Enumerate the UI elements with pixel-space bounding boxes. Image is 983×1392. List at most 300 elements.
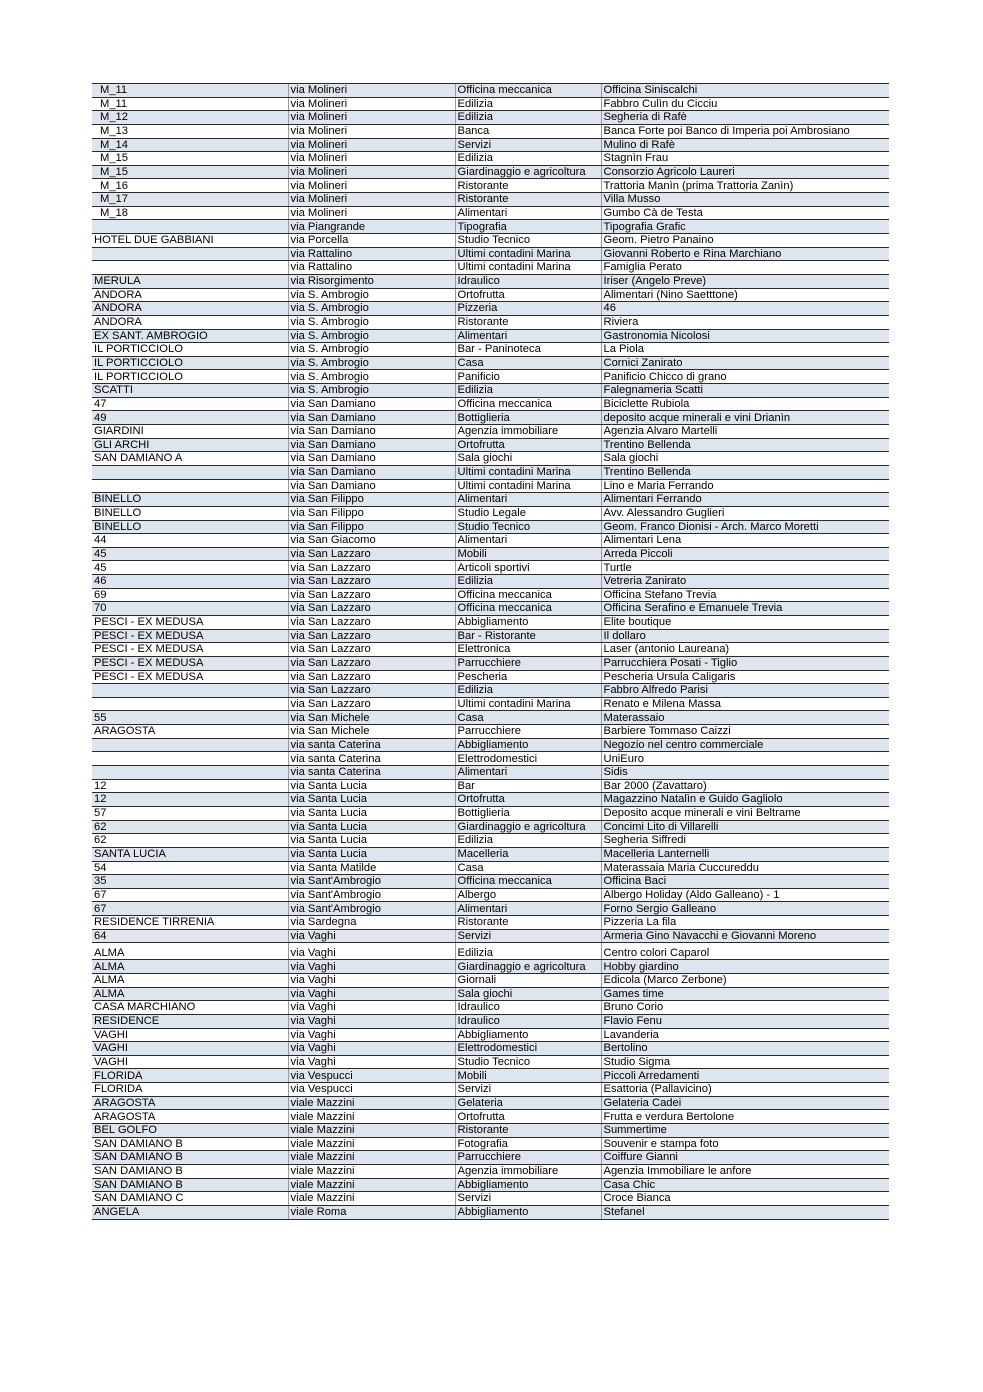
business-name-cell: Stagnìn Frau <box>601 152 889 166</box>
category-cell: Ultimi contadini Marina <box>455 261 601 275</box>
building-cell: 35 <box>92 875 288 889</box>
business-name-cell: Gastronomia Nicolosi <box>601 329 889 343</box>
street-cell: via San Lazzaro <box>288 629 455 643</box>
business-name-cell: Deposito acque minerali e vini Beltrame <box>601 806 889 820</box>
business-name-cell: Cornici Zanirato <box>601 356 889 370</box>
building-cell: CASA MARCHIANO <box>92 1001 288 1015</box>
building-cell: ALMA <box>92 987 288 1001</box>
street-cell: via Vaghi <box>288 987 455 1001</box>
table-row <box>92 506 889 520</box>
building-cell: M_15 <box>92 152 288 166</box>
street-cell: via San Lazzaro <box>288 561 455 575</box>
street-cell: via Vaghi <box>288 943 455 960</box>
street-cell: via San Lazzaro <box>288 643 455 657</box>
building-cell: RESIDENCE <box>92 1014 288 1028</box>
street-cell: via San Lazzaro <box>288 670 455 684</box>
business-name-cell: Bruno Corio <box>601 1001 889 1015</box>
building-cell: 67 <box>92 888 288 902</box>
table-row <box>92 1137 889 1151</box>
building-cell <box>92 752 288 766</box>
table-row <box>92 670 889 684</box>
business-name-cell: Armeria Gino Navacchi e Giovanni Moreno <box>601 929 889 943</box>
business-name-cell: Mulino di Rafè <box>601 138 889 152</box>
category-cell: Ultimi contadini Marina <box>455 479 601 493</box>
building-cell: BEL GOLFO <box>92 1124 288 1138</box>
building-cell: M_11 <box>92 97 288 111</box>
category-cell: Ultimi contadini Marina <box>455 465 601 479</box>
building-cell: BINELLO <box>92 506 288 520</box>
building-cell: 47 <box>92 397 288 411</box>
business-name-cell: Vetreria Zanirato <box>601 575 889 589</box>
business-name-cell: Fabbro Alfredo Parisi <box>601 684 889 698</box>
category-cell: Edilizia <box>455 97 601 111</box>
table-row <box>92 356 889 370</box>
category-cell: Sala giochi <box>455 987 601 1001</box>
table-row <box>92 987 889 1001</box>
table-row <box>92 493 889 507</box>
business-name-cell: Riviera <box>601 315 889 329</box>
building-cell: 12 <box>92 779 288 793</box>
table-row <box>92 234 889 248</box>
street-cell: via S. Ambrogio <box>288 384 455 398</box>
business-name-cell: Avv. Alessandro Guglieri <box>601 506 889 520</box>
table-row <box>92 479 889 493</box>
category-cell: Servizi <box>455 1083 601 1097</box>
category-cell: Alimentari <box>455 493 601 507</box>
business-name-cell: Forno Sergio Galleano <box>601 902 889 916</box>
street-cell: via San Lazzaro <box>288 697 455 711</box>
building-cell: M_18 <box>92 206 288 220</box>
building-cell <box>92 261 288 275</box>
business-name-cell: Lino e Maria Ferrando <box>601 479 889 493</box>
street-cell: via S. Ambrogio <box>288 343 455 357</box>
business-name-cell: Gumbo Cà de Testa <box>601 206 889 220</box>
table-row <box>92 220 889 234</box>
table-row <box>92 974 889 988</box>
street-cell: viale Mazzini <box>288 1124 455 1138</box>
table-row <box>92 274 889 288</box>
table-row <box>92 302 889 316</box>
category-cell: Elettrodomestici <box>455 752 601 766</box>
business-name-cell: Officina Siniscalchi <box>601 84 889 98</box>
street-cell: via santa Caterina <box>288 738 455 752</box>
street-cell: via Vaghi <box>288 974 455 988</box>
business-name-cell: Alimentari (Nino Saetttone) <box>601 288 889 302</box>
table-row <box>92 1083 889 1097</box>
table-row <box>92 902 889 916</box>
category-cell: Bar - Paninoteca <box>455 343 601 357</box>
business-directory-table <box>92 83 889 1220</box>
street-cell: viale Mazzini <box>288 1178 455 1192</box>
building-cell: 67 <box>92 902 288 916</box>
table-row <box>92 1178 889 1192</box>
category-cell: Albergo <box>455 888 601 902</box>
street-cell: via San Filippo <box>288 493 455 507</box>
category-cell: Ultimi contadini Marina <box>455 697 601 711</box>
building-cell: HOTEL DUE GABBIANI <box>92 234 288 248</box>
business-name-cell: Segheria Siffredi <box>601 834 889 848</box>
building-cell: VAGHI <box>92 1042 288 1056</box>
street-cell: via Molineri <box>288 152 455 166</box>
category-cell: Giardinaggio e agricoltura <box>455 820 601 834</box>
business-name-cell: Segheria di Rafè <box>601 111 889 125</box>
category-cell: Officina meccanica <box>455 84 601 98</box>
street-cell: via Vaghi <box>288 1042 455 1056</box>
building-cell: ALMA <box>92 960 288 974</box>
street-cell: via Sant'Ambrogio <box>288 902 455 916</box>
category-cell: Mobili <box>455 547 601 561</box>
building-cell: ARAGOSTA <box>92 1096 288 1110</box>
business-name-cell: Officina Serafino e Emanuele Trevia <box>601 602 889 616</box>
building-cell: GIARDINI <box>92 425 288 439</box>
street-cell: via Rattalino <box>288 261 455 275</box>
building-cell: M_15 <box>92 165 288 179</box>
category-cell: Articoli sportivi <box>455 561 601 575</box>
building-cell: ANDORA <box>92 302 288 316</box>
category-cell: Gelateria <box>455 1096 601 1110</box>
building-cell: PESCI - EX MEDUSA <box>92 656 288 670</box>
building-cell: M_17 <box>92 193 288 207</box>
street-cell: via Sant'Ambrogio <box>288 875 455 889</box>
table-row <box>92 1164 889 1178</box>
street-cell: via San Lazzaro <box>288 684 455 698</box>
building-cell: ANDORA <box>92 288 288 302</box>
street-cell: via Rattalino <box>288 247 455 261</box>
street-cell: via Vaghi <box>288 1028 455 1042</box>
business-name-cell: Fabbro Culìn du Cicciu <box>601 97 889 111</box>
building-cell: ARAGOSTA <box>92 725 288 739</box>
table-row <box>92 793 889 807</box>
business-name-cell: Frutta e verdura Bertolone <box>601 1110 889 1124</box>
table-row <box>92 165 889 179</box>
business-name-cell: Souvenir e stampa foto <box>601 1137 889 1151</box>
table-body <box>92 84 889 1220</box>
building-cell: ALMA <box>92 943 288 960</box>
category-cell: Agenzia immobiliare <box>455 425 601 439</box>
category-cell: Servizi <box>455 1192 601 1206</box>
street-cell: viale Mazzini <box>288 1151 455 1165</box>
building-cell: PESCI - EX MEDUSA <box>92 643 288 657</box>
category-cell: Idraulico <box>455 1014 601 1028</box>
business-name-cell: Macelleria Lanternelli <box>601 847 889 861</box>
street-cell: via San Lazzaro <box>288 588 455 602</box>
table-row <box>92 643 889 657</box>
category-cell: Abbigliamento <box>455 1178 601 1192</box>
street-cell: via Santa Lucia <box>288 793 455 807</box>
table-row <box>92 288 889 302</box>
business-name-cell: Geom. Pietro Panaino <box>601 234 889 248</box>
business-name-cell: Tipografia Grafic <box>601 220 889 234</box>
street-cell: via S. Ambrogio <box>288 288 455 302</box>
table-row <box>92 547 889 561</box>
street-cell: via San Lazzaro <box>288 547 455 561</box>
table-row <box>92 1096 889 1110</box>
category-cell: Giardinaggio e agricoltura <box>455 960 601 974</box>
business-name-cell: Turtle <box>601 561 889 575</box>
category-cell: Pescheria <box>455 670 601 684</box>
table-row <box>92 1124 889 1138</box>
street-cell: viale Mazzini <box>288 1192 455 1206</box>
street-cell: via Vaghi <box>288 960 455 974</box>
category-cell: Edilizia <box>455 943 601 960</box>
building-cell: VAGHI <box>92 1055 288 1069</box>
business-name-cell: Banca Forte poi Banco di Imperia poi Ambrosiano <box>601 124 889 138</box>
category-cell: Abbigliamento <box>455 615 601 629</box>
business-name-cell: Agenzia Immobiliare le anfore <box>601 1164 889 1178</box>
table-row <box>92 684 889 698</box>
category-cell: Ortofrutta <box>455 438 601 452</box>
category-cell: Edilizia <box>455 152 601 166</box>
street-cell: viale Mazzini <box>288 1096 455 1110</box>
street-cell: via Vaghi <box>288 1014 455 1028</box>
business-name-cell: Trentino Bellenda <box>601 438 889 452</box>
table-row <box>92 247 889 261</box>
category-cell: Bar <box>455 779 601 793</box>
building-cell: M_12 <box>92 111 288 125</box>
category-cell: Parrucchiere <box>455 1151 601 1165</box>
business-name-cell: Sala giochi <box>601 452 889 466</box>
table-row <box>92 534 889 548</box>
table-row <box>92 193 889 207</box>
table-row <box>92 329 889 343</box>
category-cell: Idraulico <box>455 274 601 288</box>
street-cell: via San Damiano <box>288 465 455 479</box>
street-cell: via Molineri <box>288 124 455 138</box>
street-cell: via San Filippo <box>288 520 455 534</box>
business-name-cell: Renato e Milena Massa <box>601 697 889 711</box>
table-row <box>92 1001 889 1015</box>
category-cell: Casa <box>455 861 601 875</box>
street-cell: via santa Caterina <box>288 752 455 766</box>
category-cell: Giornali <box>455 974 601 988</box>
table-row <box>92 588 889 602</box>
building-cell: IL PORTICCIOLO <box>92 370 288 384</box>
street-cell: via San Damiano <box>288 438 455 452</box>
category-cell: Alimentari <box>455 534 601 548</box>
street-cell: via Piangrande <box>288 220 455 234</box>
building-cell: 55 <box>92 711 288 725</box>
table-row <box>92 888 889 902</box>
business-name-cell: Panificio Chicco di grano <box>601 370 889 384</box>
street-cell: via Molineri <box>288 138 455 152</box>
building-cell <box>92 684 288 698</box>
business-name-cell: Materassaia Maria Cuccureddu <box>601 861 889 875</box>
table-row <box>92 1151 889 1165</box>
table-row <box>92 834 889 848</box>
building-cell: IL PORTICCIOLO <box>92 356 288 370</box>
business-name-cell: Arreda Piccoli <box>601 547 889 561</box>
category-cell: Agenzia immobiliare <box>455 1164 601 1178</box>
table-row <box>92 725 889 739</box>
table-row <box>92 960 889 974</box>
street-cell: via Molineri <box>288 206 455 220</box>
business-name-cell: Flavio Fenu <box>601 1014 889 1028</box>
business-name-cell: Pizzeria La fila <box>601 916 889 930</box>
table-row <box>92 384 889 398</box>
table-row <box>92 602 889 616</box>
category-cell: Tipografia <box>455 220 601 234</box>
street-cell: via Vespucci <box>288 1083 455 1097</box>
category-cell: Casa <box>455 356 601 370</box>
building-cell <box>92 465 288 479</box>
building-cell: M_14 <box>92 138 288 152</box>
business-name-cell: Il dollaro <box>601 629 889 643</box>
street-cell: via Santa Lucia <box>288 847 455 861</box>
building-cell: M_13 <box>92 124 288 138</box>
business-name-cell: Agenzia Alvaro Martelli <box>601 425 889 439</box>
business-name-cell: Studio Sigma <box>601 1055 889 1069</box>
business-name-cell: Iriser (Angelo Preve) <box>601 274 889 288</box>
building-cell: 49 <box>92 411 288 425</box>
street-cell: via San Michele <box>288 711 455 725</box>
category-cell: Officina meccanica <box>455 588 601 602</box>
category-cell: Studio Legale <box>455 506 601 520</box>
category-cell: Ristorante <box>455 315 601 329</box>
table-row <box>92 520 889 534</box>
table-row <box>92 1205 889 1219</box>
building-cell: BINELLO <box>92 520 288 534</box>
building-cell: 45 <box>92 547 288 561</box>
street-cell: via santa Caterina <box>288 766 455 780</box>
street-cell: viale Mazzini <box>288 1164 455 1178</box>
business-name-cell: Alimentari Lena <box>601 534 889 548</box>
building-cell: FLORIDA <box>92 1083 288 1097</box>
street-cell: via Molineri <box>288 97 455 111</box>
business-name-cell: Esattoria (Pallavicino) <box>601 1083 889 1097</box>
category-cell: Ortofrutta <box>455 1110 601 1124</box>
street-cell: viale Mazzini <box>288 1137 455 1151</box>
business-name-cell: Piccoli Arredamenti <box>601 1069 889 1083</box>
street-cell: via Porcella <box>288 234 455 248</box>
building-cell <box>92 220 288 234</box>
street-cell: via S. Ambrogio <box>288 302 455 316</box>
table-row <box>92 943 889 960</box>
table-row <box>92 111 889 125</box>
category-cell: Mobili <box>455 1069 601 1083</box>
table-row <box>92 847 889 861</box>
category-cell: Bottiglieria <box>455 806 601 820</box>
spreadsheet-page <box>92 83 889 1220</box>
building-cell: EX SANT. AMBROGIO <box>92 329 288 343</box>
category-cell: Abbigliamento <box>455 738 601 752</box>
building-cell: 46 <box>92 575 288 589</box>
table-row <box>92 629 889 643</box>
building-cell: RESIDENCE TIRRENIA <box>92 916 288 930</box>
building-cell: SAN DAMIANO B <box>92 1137 288 1151</box>
business-name-cell: Centro colori Caparol <box>601 943 889 960</box>
building-cell: M_11 <box>92 84 288 98</box>
building-cell <box>92 738 288 752</box>
table-row <box>92 779 889 793</box>
business-name-cell: 46 <box>601 302 889 316</box>
category-cell: Edilizia <box>455 384 601 398</box>
street-cell: via Santa Lucia <box>288 820 455 834</box>
category-cell: Servizi <box>455 138 601 152</box>
table-row <box>92 179 889 193</box>
street-cell: via San Damiano <box>288 452 455 466</box>
table-row <box>92 1042 889 1056</box>
business-name-cell: Parrucchiera Posati - Tiglio <box>601 656 889 670</box>
business-name-cell: Officina Stefano Trevia <box>601 588 889 602</box>
category-cell: Bar - Ristorante <box>455 629 601 643</box>
table-row <box>92 343 889 357</box>
building-cell <box>92 479 288 493</box>
category-cell: Alimentari <box>455 902 601 916</box>
category-cell: Sala giochi <box>455 452 601 466</box>
table-row <box>92 766 889 780</box>
category-cell: Panificio <box>455 370 601 384</box>
building-cell: 57 <box>92 806 288 820</box>
business-name-cell: Giovanni Roberto e Rina Marchiano <box>601 247 889 261</box>
building-cell: IL PORTICCIOLO <box>92 343 288 357</box>
street-cell: via San Lazzaro <box>288 602 455 616</box>
business-name-cell: Albergo Holiday (Aldo Galleano) - 1 <box>601 888 889 902</box>
street-cell: via Sant'Ambrogio <box>288 888 455 902</box>
building-cell: SAN DAMIANO C <box>92 1192 288 1206</box>
building-cell: 62 <box>92 820 288 834</box>
table-row <box>92 916 889 930</box>
business-name-cell: Magazzino Natalìn e Guido Gagliolo <box>601 793 889 807</box>
building-cell <box>92 766 288 780</box>
category-cell: Elettrodomestici <box>455 1042 601 1056</box>
business-name-cell: Pescheria Ursula Caligaris <box>601 670 889 684</box>
business-name-cell: La Piola <box>601 343 889 357</box>
category-cell: Ultimi contadini Marina <box>455 247 601 261</box>
building-cell: PESCI - EX MEDUSA <box>92 615 288 629</box>
table-row <box>92 370 889 384</box>
business-name-cell: Bar 2000 (Zavattaro) <box>601 779 889 793</box>
building-cell: PESCI - EX MEDUSA <box>92 629 288 643</box>
building-cell: 45 <box>92 561 288 575</box>
table-row <box>92 575 889 589</box>
category-cell: Ristorante <box>455 193 601 207</box>
building-cell: SANTA LUCIA <box>92 847 288 861</box>
street-cell: via Santa Lucia <box>288 779 455 793</box>
business-name-cell: Croce Bianca <box>601 1192 889 1206</box>
category-cell: Studio Tecnico <box>455 1055 601 1069</box>
table-row <box>92 1014 889 1028</box>
business-name-cell: Famiglia Perato <box>601 261 889 275</box>
table-row <box>92 697 889 711</box>
table-row <box>92 561 889 575</box>
category-cell: Edilizia <box>455 834 601 848</box>
table-row <box>92 615 889 629</box>
category-cell: Officina meccanica <box>455 875 601 889</box>
building-cell: FLORIDA <box>92 1069 288 1083</box>
building-cell: 62 <box>92 834 288 848</box>
building-cell: PESCI - EX MEDUSA <box>92 670 288 684</box>
business-name-cell: Stefanel <box>601 1205 889 1219</box>
category-cell: Edilizia <box>455 684 601 698</box>
table-row <box>92 806 889 820</box>
street-cell: via Molineri <box>288 179 455 193</box>
table-row <box>92 397 889 411</box>
building-cell: SCATTI <box>92 384 288 398</box>
table-row <box>92 138 889 152</box>
business-name-cell: Concimi Lito di Villarelli <box>601 820 889 834</box>
street-cell: via Molineri <box>288 193 455 207</box>
business-name-cell: Games time <box>601 987 889 1001</box>
table-row <box>92 820 889 834</box>
table-row <box>92 206 889 220</box>
business-name-cell: Gelateria Cadei <box>601 1096 889 1110</box>
table-row <box>92 1110 889 1124</box>
business-name-cell: Hobby giardino <box>601 960 889 974</box>
business-name-cell: Coiffure Gianni <box>601 1151 889 1165</box>
business-name-cell: Biciclette Rubiola <box>601 397 889 411</box>
table-row <box>92 97 889 111</box>
business-name-cell: Villa Musso <box>601 193 889 207</box>
